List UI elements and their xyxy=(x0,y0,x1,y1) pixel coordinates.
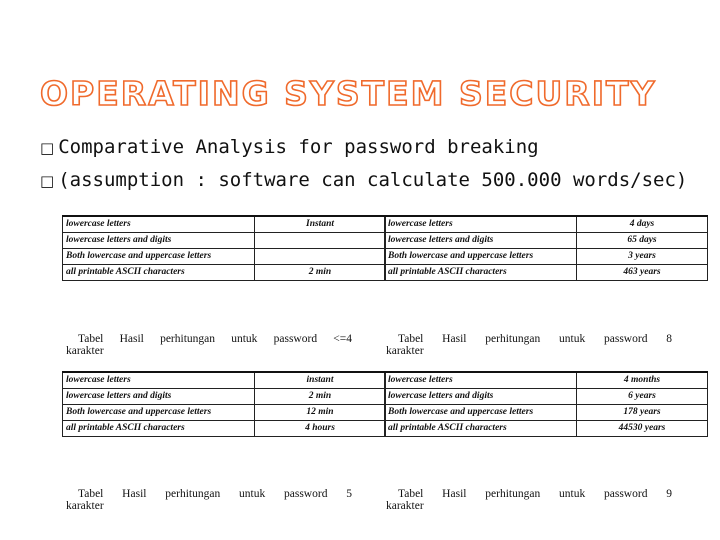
table-cell-category: Both lowercase and uppercase letters xyxy=(385,405,577,421)
table-row xyxy=(63,372,386,389)
table-cell-time: 3 years xyxy=(577,249,708,265)
caption-line: karakter xyxy=(386,345,424,357)
table-cell-time xyxy=(255,233,386,249)
table-cell-category: lowercase letters and digits xyxy=(63,389,255,405)
table-cell-category: all printable ASCII characters xyxy=(63,265,255,281)
table-caption xyxy=(386,333,672,357)
table-cell-time: instant xyxy=(255,372,386,389)
table-row xyxy=(385,233,708,249)
table-row xyxy=(63,265,386,281)
table-row xyxy=(385,421,708,437)
password-table-4-chars xyxy=(62,215,386,281)
table-row xyxy=(385,249,708,265)
table-cell-time: 65 days xyxy=(577,233,708,249)
table-cell-category: lowercase letters and digits xyxy=(385,389,577,405)
table-row xyxy=(385,216,708,233)
table-row xyxy=(63,405,386,421)
caption-line: Tabel Hasil perhitungan untuk password 8 xyxy=(398,333,672,345)
table-cell-time: 2 min xyxy=(255,265,386,281)
table-caption xyxy=(66,488,352,512)
table-cell-category: all printable ASCII characters xyxy=(63,421,255,437)
password-table-8-chars xyxy=(384,215,708,281)
table-cell-time: 178 years xyxy=(577,405,708,421)
table-row xyxy=(385,405,708,421)
caption-line: karakter xyxy=(386,500,424,512)
table-cell-category: lowercase letters and digits xyxy=(385,233,577,249)
table-cell-time: Instant xyxy=(255,216,386,233)
caption-line: Tabel Hasil perhitungan untuk password 5 xyxy=(78,488,352,500)
table-cell-category: Both lowercase and uppercase letters xyxy=(63,405,255,421)
table-cell-category: lowercase letters xyxy=(63,216,255,233)
caption-line: karakter xyxy=(66,500,104,512)
password-table-9-chars xyxy=(384,371,708,437)
table-row xyxy=(385,372,708,389)
table-cell-time: 463 years xyxy=(577,265,708,281)
table-cell-time xyxy=(255,249,386,265)
slide-title: OPERATING SYSTEM SECURITY xyxy=(40,74,657,113)
table-cell-time: 44530 years xyxy=(577,421,708,437)
table-caption xyxy=(66,333,352,357)
table-row xyxy=(63,233,386,249)
password-table-5-chars xyxy=(62,371,386,437)
caption-line: Tabel Hasil perhitungan untuk password <=4 xyxy=(78,333,352,345)
table-cell-time: 12 min xyxy=(255,405,386,421)
table-cell-category: lowercase letters and digits xyxy=(63,233,255,249)
table-row xyxy=(63,421,386,437)
caption-line: Tabel Hasil perhitungan untuk password 9 xyxy=(398,488,672,500)
table-cell-category: lowercase letters xyxy=(385,372,577,389)
bullet-box-icon: □ xyxy=(40,139,55,157)
table-cell-time: 2 min xyxy=(255,389,386,405)
table-row xyxy=(385,389,708,405)
table-cell-category: Both lowercase and uppercase letters xyxy=(385,249,577,265)
table-row xyxy=(63,389,386,405)
bullet-text: (assumption : software can calculate 500.000 words/sec) xyxy=(58,169,688,191)
table-cell-time: 4 days xyxy=(577,216,708,233)
bullet-text: Comparative Analysis for password breaking xyxy=(58,136,539,158)
table-cell-category: lowercase letters xyxy=(63,372,255,389)
table-caption xyxy=(386,488,672,512)
table-row xyxy=(63,216,386,233)
table-cell-time: 6 years xyxy=(577,389,708,405)
table-row xyxy=(63,249,386,265)
table-cell-time: 4 months xyxy=(577,372,708,389)
table-cell-time: 4 hours xyxy=(255,421,386,437)
table-cell-category: all printable ASCII characters xyxy=(385,421,577,437)
caption-line: karakter xyxy=(66,345,104,357)
bullet-box-icon: □ xyxy=(40,172,55,190)
table-row xyxy=(385,265,708,281)
bullet-item xyxy=(40,169,687,191)
bullet-item xyxy=(40,136,539,158)
table-cell-category: Both lowercase and uppercase letters xyxy=(63,249,255,265)
table-cell-category: lowercase letters xyxy=(385,216,577,233)
table-cell-category: all printable ASCII characters xyxy=(385,265,577,281)
